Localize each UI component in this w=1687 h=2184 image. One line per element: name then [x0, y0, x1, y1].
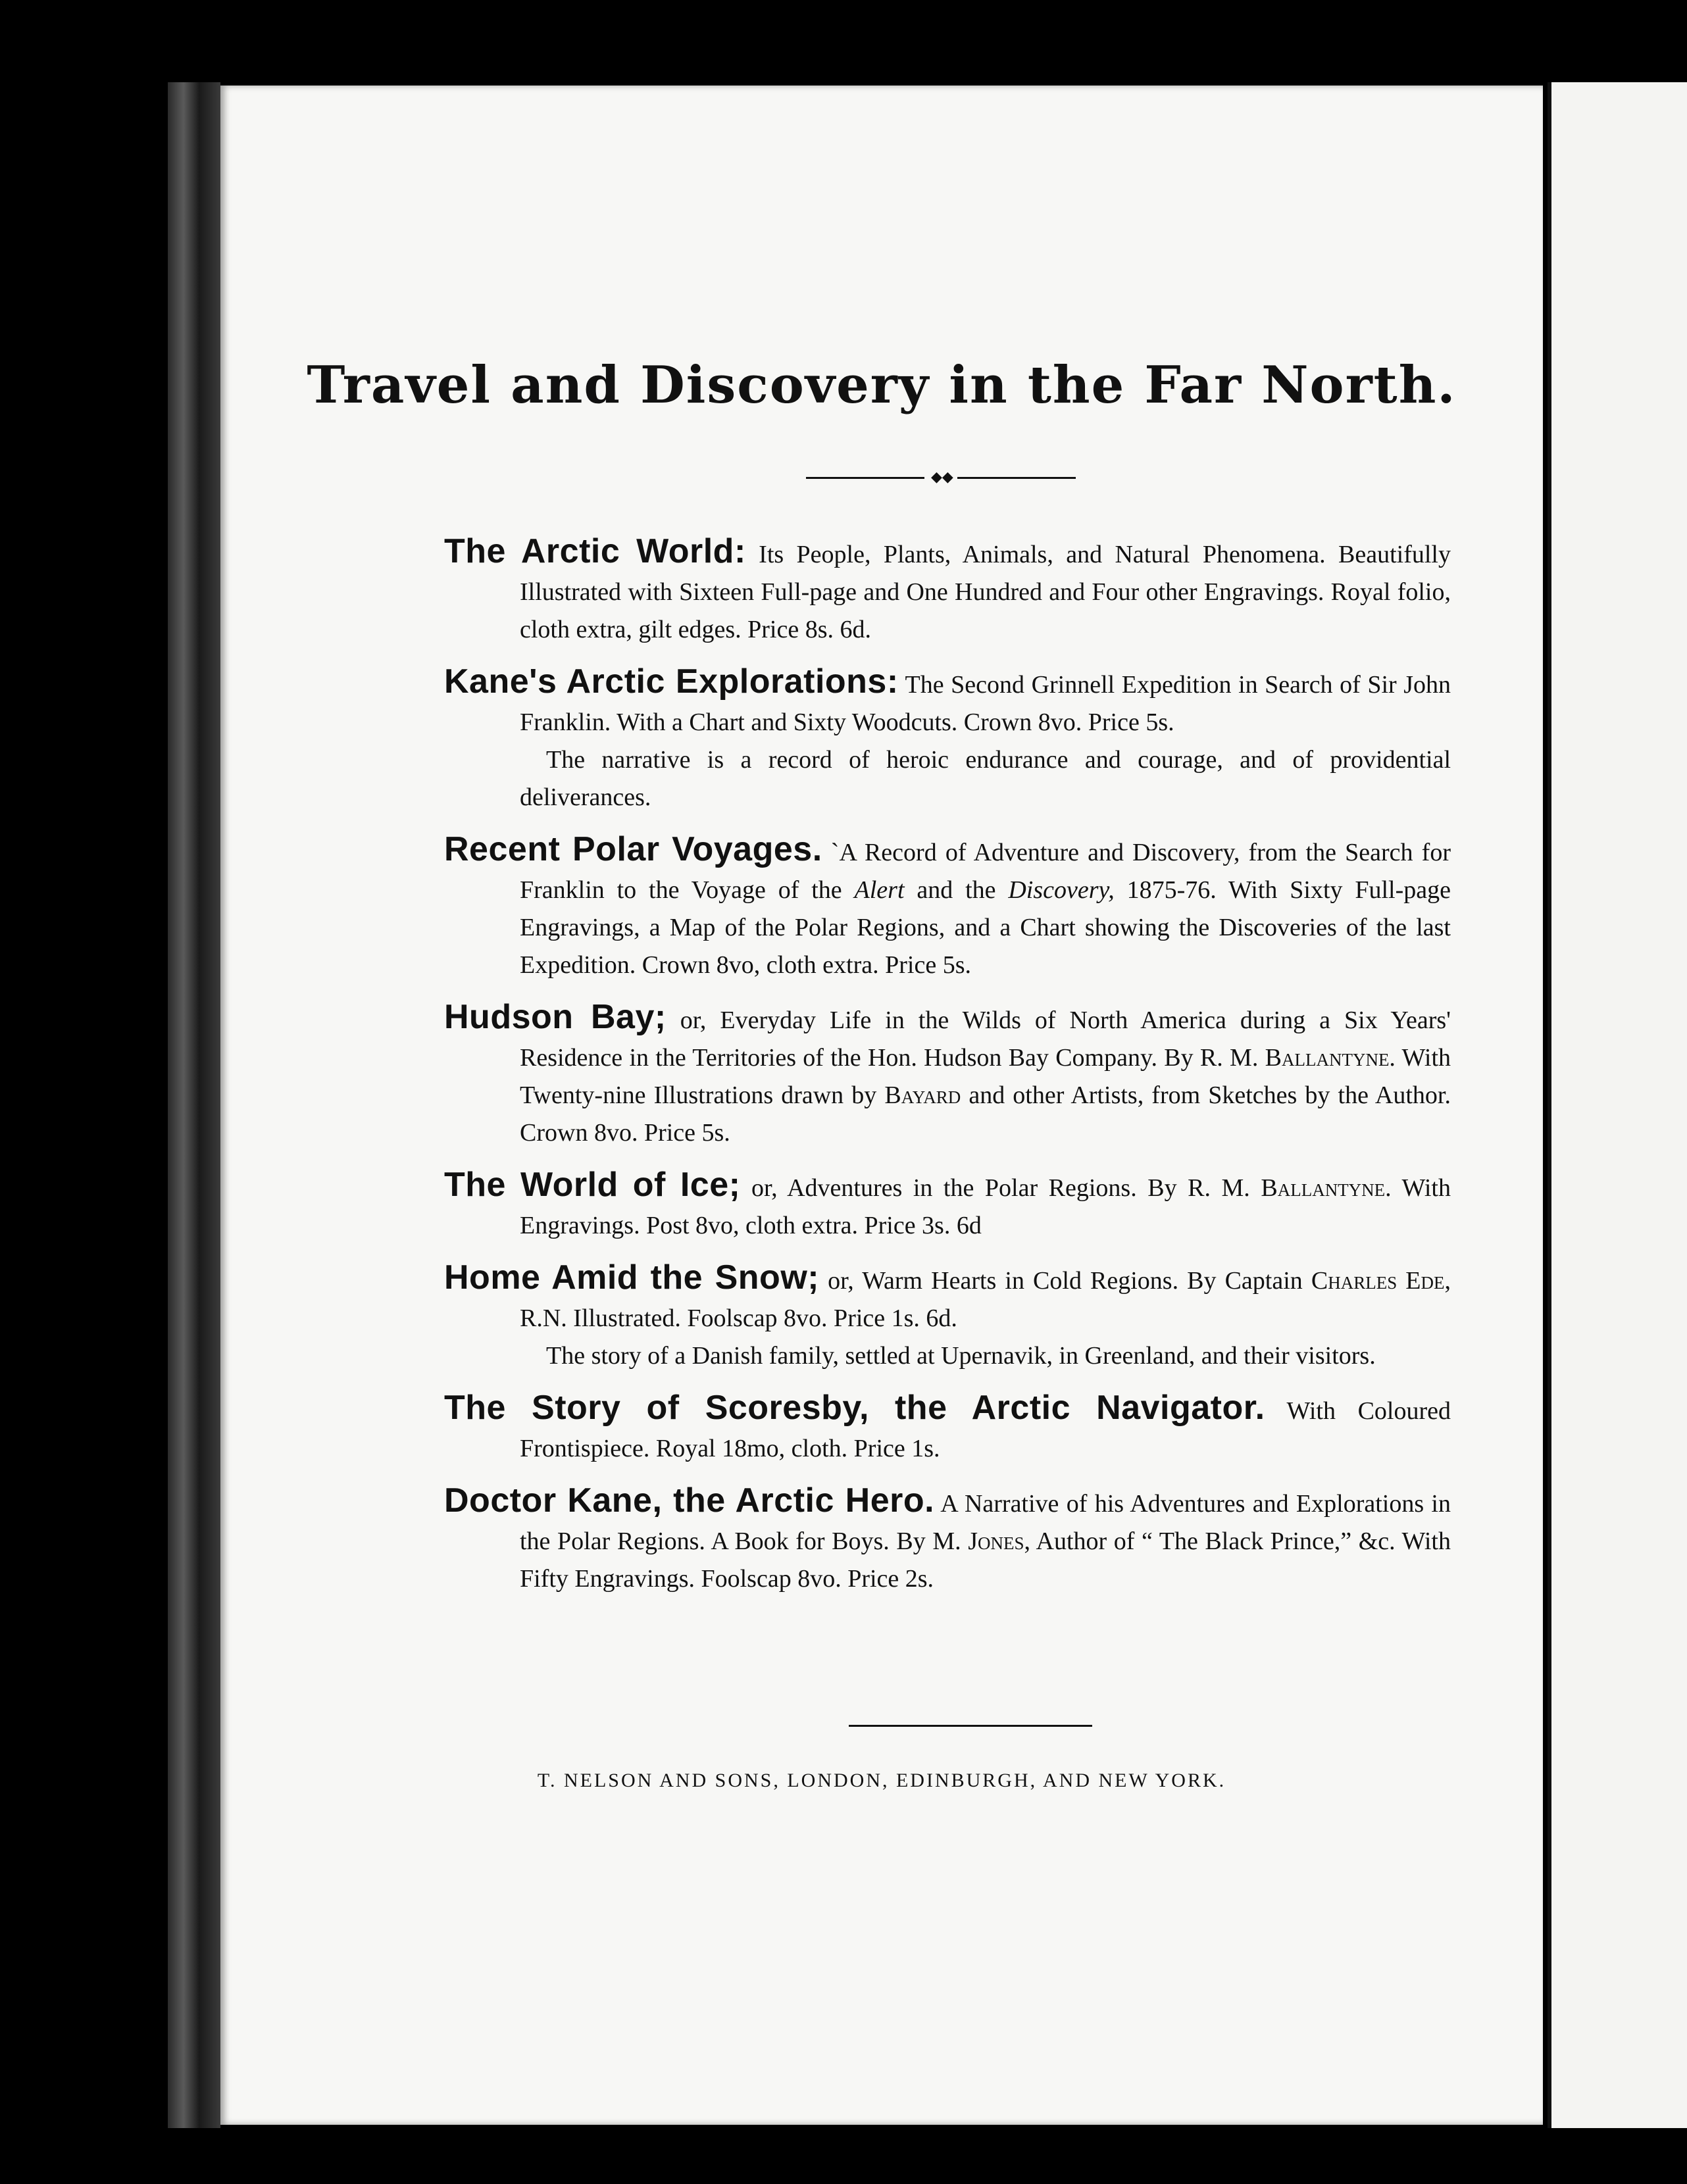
book-description: Its People, Plants, Animals, and Natural Phenomena. Beautifully Illustrated with Sixteen Full-page and One Hundred and Four other Engravings. Royal folio, cloth extra, gilt edges. Price 8s. 6d. — [520, 541, 1451, 643]
book-description-part: or, Everyday Life in the Wilds of North America during a Six Years' Residence in the Territories of the Hon. Hudson Bay Company. By R. M. — [520, 1006, 1451, 1072]
book-description-part: or, Warm Hearts in Cold Regions. By Captain — [819, 1267, 1311, 1295]
book-title: The Arctic World: — [444, 532, 746, 570]
book-description-part: A Narrative of his Adventures and Explorations in the Polar Regions. A Book for Boys. By M. — [520, 1490, 1451, 1555]
book-description-part: With Engravings. Post 8vo, cloth extra. Price 3s. 6d — [520, 1174, 1451, 1239]
book-entry-arctic-world — [444, 533, 1451, 649]
entry-paragraph — [444, 1259, 1451, 1337]
book-title: Home Amid the Snow; — [444, 1258, 820, 1297]
author-name: Charles Ede, — [1311, 1267, 1451, 1295]
book-description-part: `A Record of Adventure and Discovery, from the Search for Franklin to the Voyage of the — [520, 839, 1451, 904]
book-title: Recent Polar Voyages. — [444, 830, 822, 868]
page-heading: Travel and Discovery in the Far North. — [307, 355, 1457, 415]
book-description-part: and other Artists, from Sketches by the Author. Crown 8vo. Price 5s. — [520, 1081, 1451, 1147]
ship-name-alert: Alert — [854, 876, 905, 904]
entry-paragraph — [444, 831, 1451, 984]
facing-page-strip — [1548, 82, 1687, 2128]
book-entry-world-of-ice — [444, 1166, 1451, 1245]
heading-ornament — [806, 469, 1076, 485]
book-list — [444, 533, 1451, 1612]
book-description-part: and the — [904, 876, 1009, 904]
ship-name-discovery: Discovery, — [1008, 876, 1115, 904]
book-description: The Second Grinnell Expedition in Search of Sir John Franklin. With a Chart and Sixty Woodcuts. Crown 8vo. Price 5s. — [520, 671, 1451, 736]
book-description-part: or, Adventures in the Polar Regions. By R. M. — [740, 1174, 1261, 1202]
book-description-part: 1875-76. With Sixty Full-page Engravings, a Map of the Polar Regions, and a Chart showing the Discoveries of the last Expedition. Crown 8vo, cloth extra. Price 5s. — [520, 876, 1451, 979]
book-entry-hudson-bay — [444, 999, 1451, 1152]
book-title: The Story of Scoresby, the Arctic Navigator. — [444, 1389, 1265, 1427]
ornament-line-right — [957, 477, 1076, 479]
book-title: Doctor Kane, the Arctic Hero. — [444, 1481, 935, 1520]
book-entry-story-of-scoresby — [444, 1389, 1451, 1468]
book-entry-recent-polar-voyages — [444, 831, 1451, 984]
ornament-line-left — [806, 477, 924, 479]
book-entry-doctor-kane — [444, 1482, 1451, 1598]
book-description-part: R.N. Illustrated. Foolscap 8vo. Price 1s. 6d. — [520, 1304, 957, 1332]
entry-paragraph — [444, 1166, 1451, 1245]
entry-paragraph — [444, 1389, 1451, 1468]
book-note: The story of a Danish family, settled at Upernavik, in Greenland, and their visitors. — [546, 1342, 1376, 1370]
entry-paragraph — [444, 533, 1451, 649]
entry-paragraph — [444, 999, 1451, 1152]
book-entry-kanes-arctic-explorations — [444, 663, 1451, 816]
illustrator-name: Bayard — [884, 1081, 961, 1109]
book-description-part: With Twenty-nine Illustrations drawn by — [520, 1044, 1451, 1109]
book-note: The narrative is a record of heroic endurance and courage, and of providential deliverances. — [520, 746, 1451, 811]
publisher-imprint: T. NELSON AND SONS, LONDON, EDINBURGH, AND NEW YORK. — [537, 1770, 1226, 1791]
book-entry-home-amid-the-snow — [444, 1259, 1451, 1375]
entry-paragraph — [444, 1482, 1451, 1598]
book-title: Kane's Arctic Explorations: — [444, 662, 899, 701]
book-title: The World of Ice; — [444, 1166, 741, 1204]
author-name: Jones, — [968, 1527, 1030, 1555]
book-spine-edge — [168, 82, 220, 2128]
book-description-part: Author of “ The Black Prince,” &c. With Fifty Engravings. Foolscap 8vo. Price 2s. — [520, 1527, 1451, 1593]
book-description: With Coloured Frontispiece. Royal 18mo, cloth. Price 1s. — [520, 1397, 1451, 1462]
closing-rule — [849, 1725, 1092, 1727]
author-name: Ballantyne. — [1265, 1044, 1396, 1072]
author-name: Ballantyne. — [1261, 1174, 1392, 1202]
ornament-diamonds: ◆◆ — [931, 469, 953, 485]
book-title: Hudson Bay; — [444, 998, 667, 1036]
entry-paragraph — [444, 663, 1451, 741]
